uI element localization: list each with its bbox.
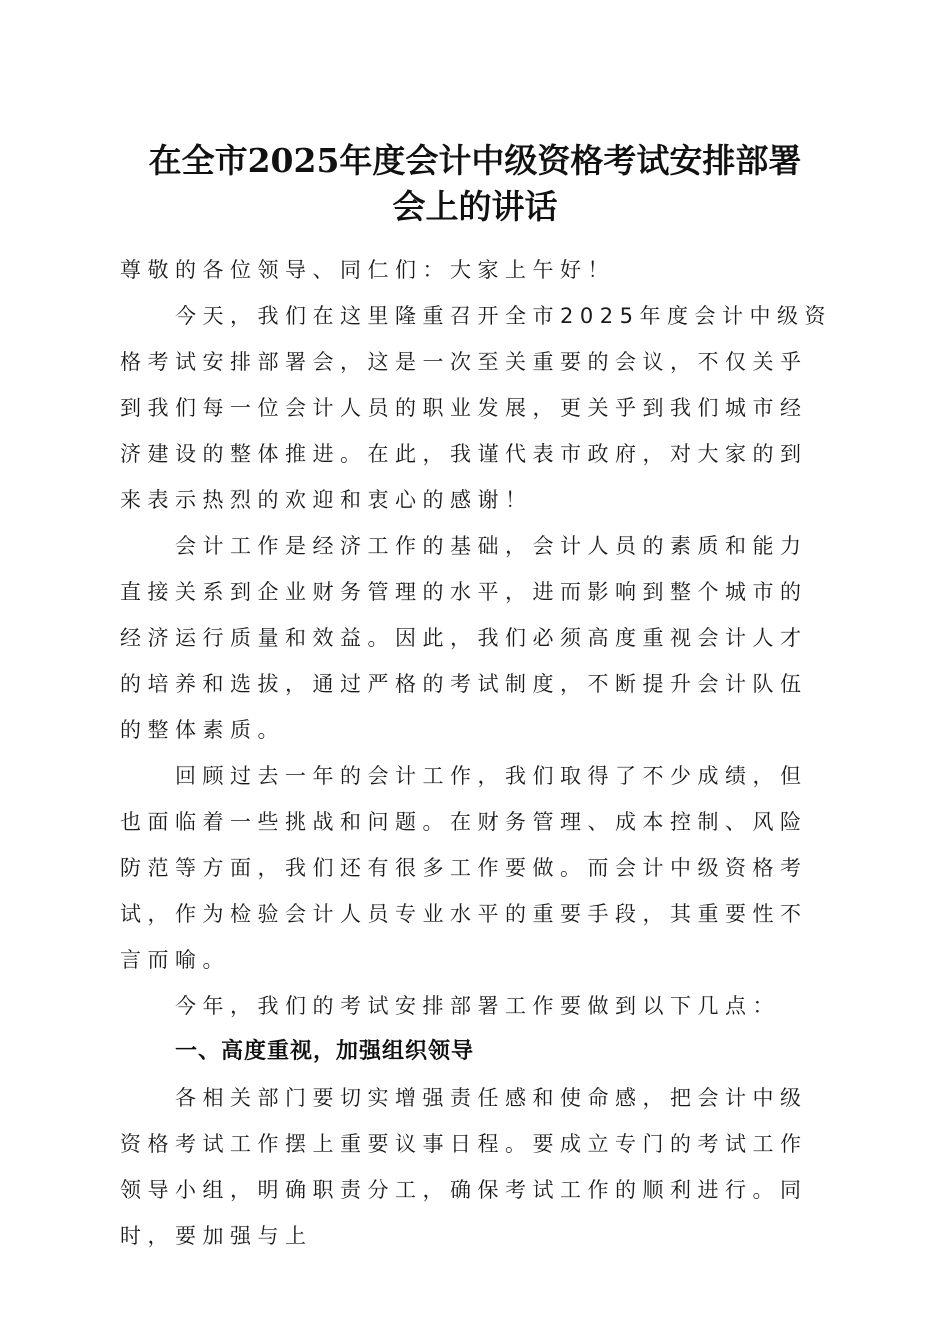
title-line-1: 在全市2025年度会计中级资格考试安排部署 xyxy=(148,141,802,180)
paragraph-4: 今年，我们的考试安排部署工作要做到以下几点： xyxy=(175,994,780,1018)
document-body xyxy=(120,247,832,1259)
section-heading-1: 一、高度重视，加强组织领导 xyxy=(175,1039,475,1064)
title-line-2: 会上的讲话 xyxy=(392,187,558,226)
document-title xyxy=(80,138,870,230)
paragraph-2: 会计工作是经济工作的基础，会计人员的素质和能力直接关系到企业财务管理的水平，进而影响到整个城市的经济运行质量和效益。因此，我们必须高度重视会计人才的培养和选拔，通过严格的考试制度，不断提升会计队伍的整体素质。 xyxy=(120,534,808,742)
section-1-paragraph: 各相关部门要切实增强责任感和使命感，把会计中级资格考试工作摆上重要议事日程。要成立专门的考试工作领导小组，明确职责分工，确保考试工作的顺利进行。同时，要加强与上 xyxy=(120,1086,808,1248)
paragraph-3: 回顾过去一年的会计工作，我们取得了不少成绩，但也面临着一些挑战和问题。在财务管理、成本控制、风险防范等方面，我们还有很多工作要做。而会计中级资格考试，作为检验会计人员专业水平的重要手段，其重要性不言而喻。 xyxy=(120,764,808,972)
paragraph-1: 今天，我们在这里隆重召开全市2025年度会计中级资格考试安排部署会，这是一次至关重要的会议，不仅关乎到我们每一位会计人员的职业发展，更关乎到我们城市经济建设的整体推进。在此，我谨代表市政府，对大家的到来表示热烈的欢迎和衷心的感谢！ xyxy=(120,304,832,512)
salutation: 尊敬的各位领导、同仁们：大家上午好！ xyxy=(120,258,615,282)
